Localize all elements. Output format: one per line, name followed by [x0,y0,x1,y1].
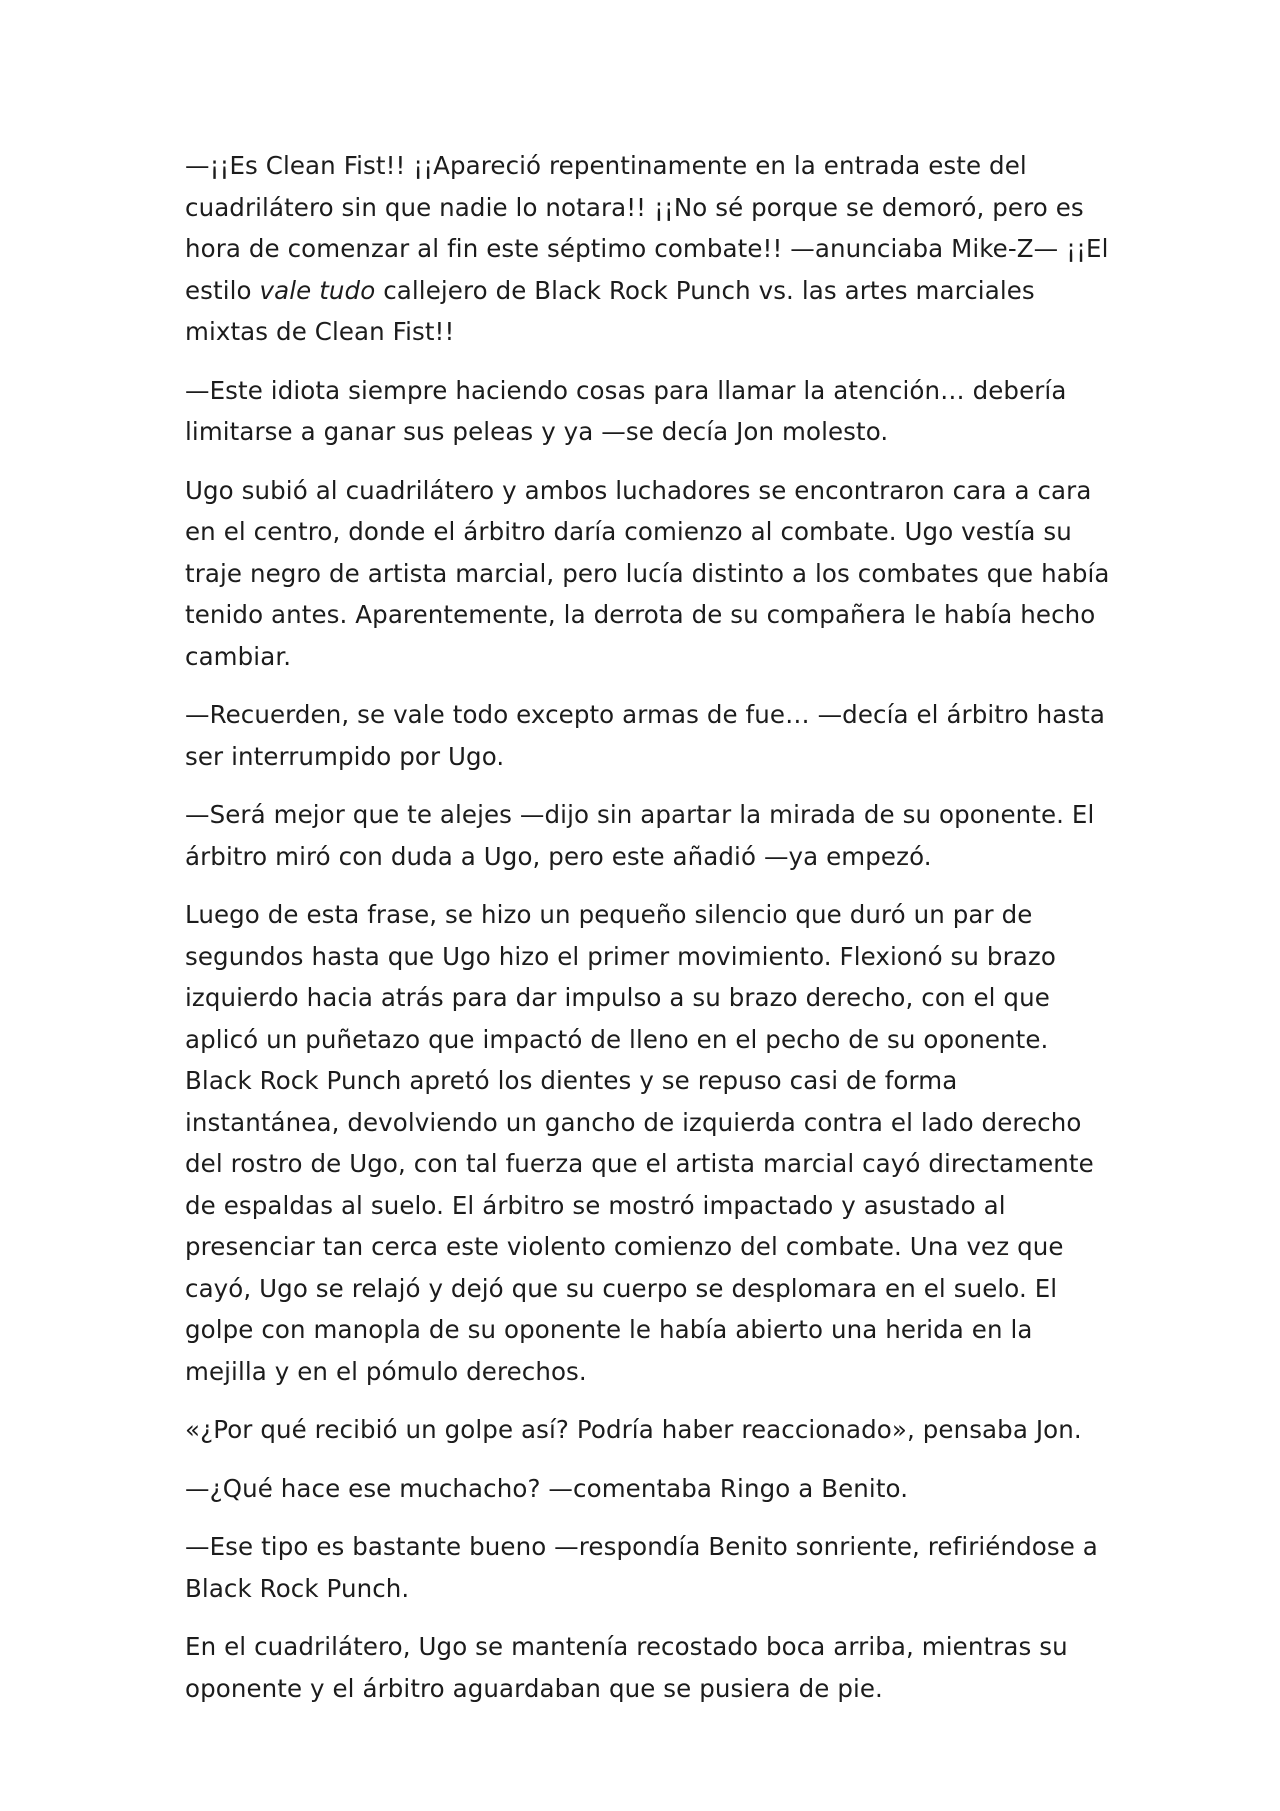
paragraph-5: —Será mejor que te alejes —dijo sin apartar la mirada de su oponente. El árbitro miró con duda a Ugo, pero este añadió —ya empezó. [185,800,1095,871]
document-page [185,145,1115,1726]
paragraph-1 [185,145,1115,353]
paragraph-1-text-start: —¡¡Es Clean Fist!! ¡¡Apareció repentinamente en la entrada este del cuadrilátero sin que nadie lo notara!! ¡¡No sé porque se demoró, pero es hora de comenzar al fin este séptimo combate!! —anunciaba Mike-Z— ¡¡El estilo [185,151,1109,305]
paragraph-2: —Este idiota siempre haciendo cosas para llamar la atención… debería limitarse a ganar sus peleas y ya —se decía Jon molesto. [185,375,1067,446]
paragraph-3: Ugo subió al cuadrilátero y ambos luchadores se encontraron cara a cara en el centro, donde el árbitro daría comienzo al combate. Ugo vestía su traje negro de artista marcial, pero lucía distinto a los combates que había tenido antes. Aparentemente, la derrota de su compañera le había hecho cambiar. [185,475,1110,671]
paragraph-10: En el cuadrilátero, Ugo se mantenía recostado boca arriba, mientras su oponente y el árbitro aguardaban que se pusiera de pie. [185,1632,1068,1703]
paragraph-6: Luego de esta frase, se hizo un pequeño silencio que duró un par de segundos hasta que Ugo hizo el primer movimiento. Flexionó su brazo izquierdo hacia atrás para dar impulso a su brazo derecho, con el que aplicó un puñetazo que impactó de lleno en el pecho de su oponente. Black Rock Punch apretó los dientes y se repuso casi de forma instantánea, devolviendo un gancho de izquierda contra el lado derecho del rostro de Ugo, con tal fuerza que el artista marcial cayó directamente de espaldas al suelo. El árbitro se mostró impactado y asustado al presenciar tan cerca este violento comienzo del combate. Una vez que cayó, Ugo se relajó y dejó que su cuerpo se desplomara en el suelo. El golpe con manopla de su oponente le había abierto una herida en la mejilla y en el pómulo derechos. [185,900,1094,1386]
paragraph-1-text-end: callejero de Black Rock Punch vs. las artes marciales mixtas de Clean Fist!! [185,275,1035,346]
paragraph-9: —Ese tipo es bastante bueno —respondía Benito sonriente, refiriéndose a Black Rock Punch. [185,1532,1098,1603]
paragraph-7: «¿Por qué recibió un golpe así? Podría haber reaccionado», pensaba Jon. [185,1415,1082,1444]
paragraph-8: —¿Qué hace ese muchacho? —comentaba Ringo a Benito. [185,1473,909,1503]
paragraph-4: —Recuerden, se vale todo excepto armas de fue… —decía el árbitro hasta ser interrumpido por Ugo. [185,700,1106,771]
paragraph-1-italic-phrase: vale tudo [259,275,376,305]
